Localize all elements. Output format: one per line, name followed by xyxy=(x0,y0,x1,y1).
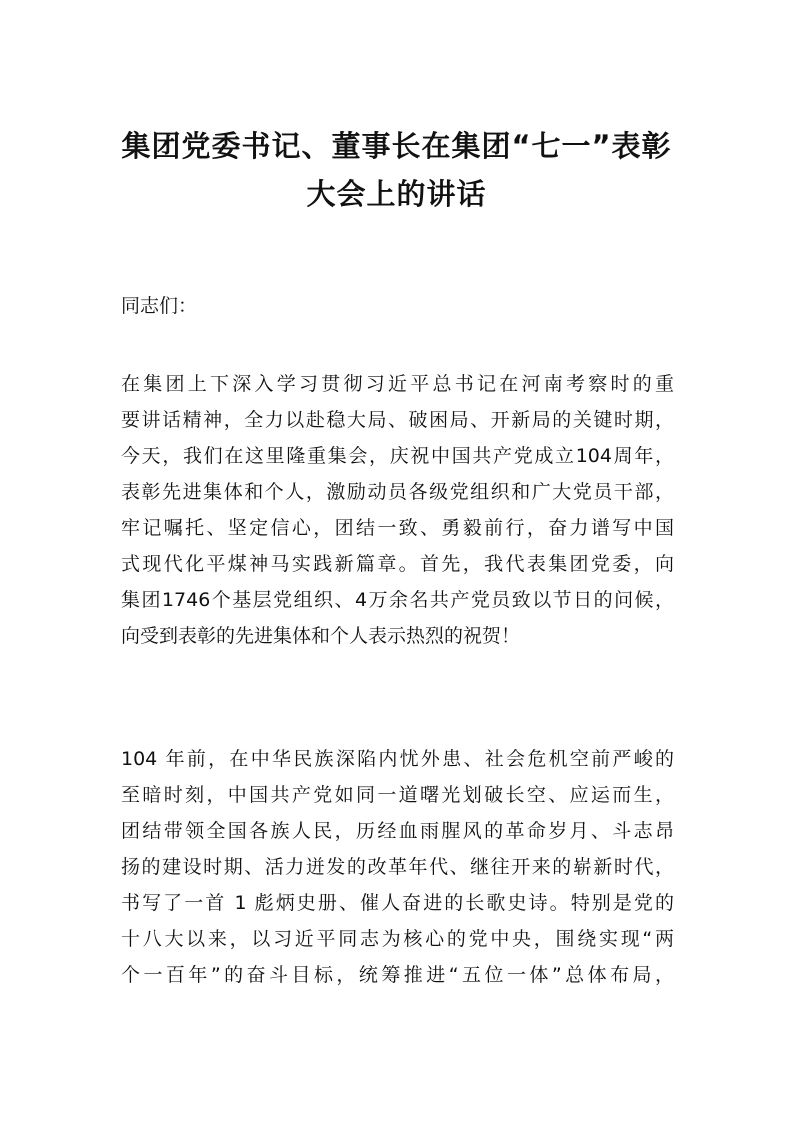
paragraph-line: 要讲话精神，全力以赴稳大局、破困局、开新局的关键时期， xyxy=(121,409,674,431)
paragraph-line: 向受到表彰的先进集体和个人表示热烈的祝贺！ xyxy=(121,625,521,647)
paragraph-line: 牢记嘱托、坚定信心，团结一致、勇毅前行，奋力谱写中国 xyxy=(121,517,674,539)
paragraph-line: 扬的建设时期、活力迸发的改革年代、继往开来的崭新时代， xyxy=(121,856,674,878)
paragraph-line: 在集团上下深入学习贯彻习近平总书记在河南考察时的重 xyxy=(121,373,674,395)
paragraph-line: 104 年前，在中华民族深陷内忧外患、社会危机空前严峻的 xyxy=(121,748,674,770)
paragraph-line: 今天，我们在这里隆重集会，庆祝中国共产党成立104周年， xyxy=(121,445,674,467)
document-title-line-1: 集团党委书记、董事长在集团“七一”表彰 xyxy=(121,129,672,163)
paragraph-1 xyxy=(121,366,674,654)
paragraph-line: 书写了一首 1 彪炳史册、催人奋进的长歌史诗。特别是党的 xyxy=(121,892,674,914)
paragraph-line: 至暗时刻，中国共产党如同一道曙光划破长空、应运而生， xyxy=(121,784,674,806)
salutation: 同志们： xyxy=(121,295,198,317)
paragraph-line: 团结带领全国各族人民，历经血雨腥风的革命岁月、斗志昂 xyxy=(121,820,674,842)
paragraph-line: 表彰先进集体和个人，激励动员各级党组织和广大党员干部， xyxy=(121,481,674,503)
document-title-line-2: 大会上的讲话 xyxy=(306,177,487,211)
paragraph-line: 集团1746个基层党组织、4万余名共产党员致以节日的问候， xyxy=(121,589,674,611)
paragraph-2 xyxy=(121,741,674,993)
paragraph-line: 式现代化平煤神马实践新篇章。首先，我代表集团党委，向 xyxy=(121,553,674,575)
paragraph-line: 十八大以来，以习近平同志为核心的党中央，围绕实现“两 xyxy=(121,928,674,950)
paragraph-line: 个一百年”的奋斗目标，统筹推进“五位一体”总体布局， xyxy=(121,964,674,986)
